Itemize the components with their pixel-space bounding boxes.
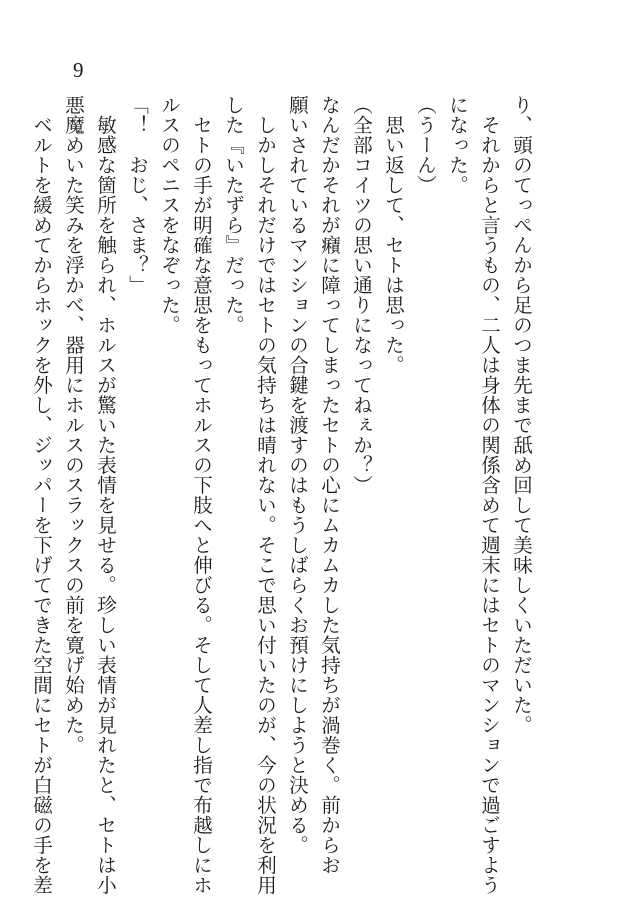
text-line: 「！ おじ、さま？」 (126, 95, 149, 295)
text-line: り、頭のてっぺんから足のつま先まで舐め回して美味しくいただいた。 (510, 95, 533, 735)
text-line: ルスのペニスをなぞった。 (158, 95, 181, 335)
text-line: それからと言うもの、二人は身体の関係含めて週末にはセトのマンションで過ごすよう (478, 95, 501, 895)
text-line: した『いたずら』だった。 (222, 95, 245, 335)
text-line: 敏感な箇所を触られ、ホルスが驚いた表情を見せる。珍しい表情が見れたと、セトは小 (94, 95, 117, 895)
text-line: 願いされているマンションの合鍵を渡すのはもうしばらくお預けにしようと決める。 (286, 95, 309, 855)
text-line: （全部コイツの思い通りになってねぇか？） (350, 95, 373, 495)
text-line: （うーん） (414, 95, 437, 195)
text-line: セトの手が明確な意思をもってホルスの下肢へと伸びる。そして人差し指で布越しにホ (190, 95, 213, 895)
text-line: しかしそれだけではセトの気持ちは晴れない。そこで思い付いたのが、今の状況を利用 (254, 95, 277, 895)
text-line: なんだかそれが癪に障ってしまったセトの心にムカムカした気持ちが渦巻く。前からお (318, 95, 341, 875)
text-line: 思い返して、セトは思った。 (382, 95, 405, 375)
text-line: になった。 (446, 95, 469, 195)
text-line: 悪魔めいた笑みを浮かべ、器用にホルスのスラックスの前を寛げ始めた。 (62, 95, 85, 755)
page-number: 9 (73, 58, 84, 82)
vertical-text-body (25, 95, 537, 895)
text-line: ベルトを緩めてからホックを外し、ジッパーを下げてできた空間にセトが白磁の手を差 (30, 95, 53, 895)
